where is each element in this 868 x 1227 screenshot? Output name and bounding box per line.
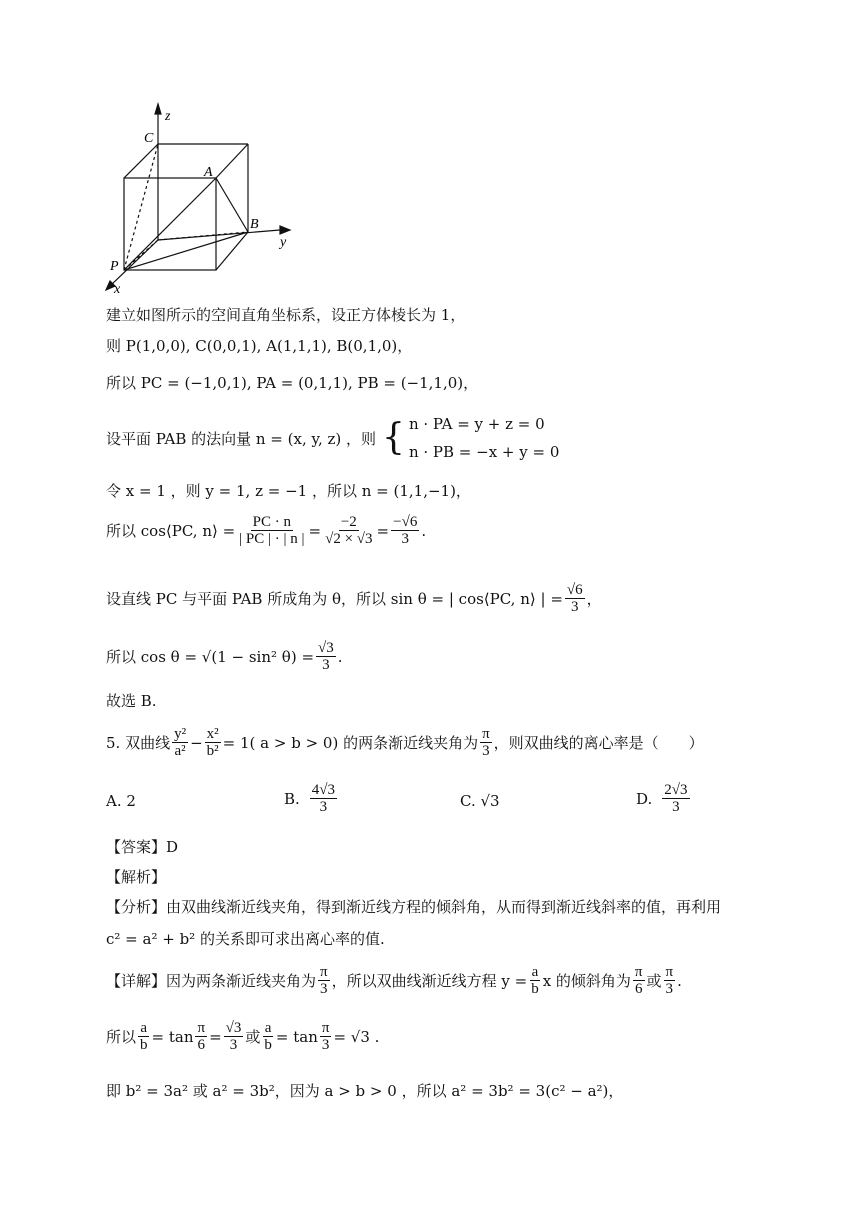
option-a: A. 2 xyxy=(106,792,136,810)
detail-line-3: 即 b² = 3a² 或 a² = 3b²，因为 a > b > 0 ，所以 a² = 3b² = 3(c² − a²)， xyxy=(106,1082,624,1100)
system-eq-2: n · PB = −x + y = 0 xyxy=(408,443,560,461)
system-eq-1: n · PA = y + z = 0 xyxy=(408,415,545,433)
detail-line-2: 所以 $\frac{a}{b}$ = tan $\frac{\pi}{6}$ = $\frac{√3}{3}$ 或 $\frac{a}{b}$ = tan $\frac{\pi}{3}$ = √3 . xyxy=(106,1020,380,1053)
fraction-3: $\frac{-√6}{3}$ xyxy=(393,514,418,547)
fraction-2: $\frac{-2}{√2 \times √3}$ xyxy=(325,514,373,547)
sin-text: 设直线 PC 与平面 PAB 所成角为 θ，所以 sin θ = | cos⟨PC, n⟩ | = xyxy=(106,590,563,608)
answer-line: 【答案】D xyxy=(106,838,179,856)
point-p-label: P xyxy=(110,259,119,274)
option-d: D. $\frac{2√3}{3}$ xyxy=(636,782,688,815)
text-line-2: 则 P(1,0,0), C(0,0,1), A(1,1,1), B(0,1,0)， xyxy=(106,337,413,355)
fraction-sin: $\frac{√6}{3}$ xyxy=(566,582,583,615)
fraction-1: $\frac{PC \cdot n}{| PC | \cdot | n |}$ xyxy=(239,514,305,547)
text-line-3: 所以 PC = (−1,0,1), PA = (0,1,1), PB = (−1,1,0)， xyxy=(106,374,479,392)
axis-z-label: z xyxy=(165,109,171,124)
analysis-text-2: c² = a² + b² 的关系即可求出离心率的值. xyxy=(106,930,385,948)
analysis-heading: 【解析】 xyxy=(106,868,167,886)
q5-frac-y: $\frac{\text{y²}}{\text{a²}}$ xyxy=(174,726,187,759)
text-line-9: 故选 B. xyxy=(106,692,157,710)
point-a-label: A xyxy=(204,165,213,180)
option-b: B. $\frac{4√3}{3}$ xyxy=(284,782,336,815)
q5-frac-x: $\frac{\text{x²}}{\text{b²}}$ xyxy=(206,726,219,759)
q5-prefix: 5. 双曲线 xyxy=(106,734,171,752)
analysis-text-1: 【分析】由双曲线渐近线夹角，得到渐近线方程的倾斜角，从而得到渐近线斜率的值，再利用 xyxy=(106,898,722,916)
cos-text: 所以 cos⟨PC, n⟩ = xyxy=(106,522,236,540)
point-b-label: B xyxy=(250,217,259,232)
axis-y-label: y xyxy=(280,235,287,250)
q5-frac-pi: $\frac{\pi}{3}$ xyxy=(482,726,490,759)
brace: { xyxy=(382,417,405,458)
text-line-7: 设直线 PC 与平面 PAB 所成角为 θ，所以 sin θ = | cos⟨PC, n⟩ | = $\frac{√6}{3}$ ， xyxy=(106,582,602,615)
text-line-8: 所以 cos θ = √(1 − sin² θ) = $\frac{√3}{3}$ . xyxy=(106,640,343,673)
fraction-cos: $\frac{√3}{3}$ xyxy=(318,640,334,673)
detail-line-1: 【详解】因为两条渐近线夹角为 $\frac{\pi}{3}$ ，所以双曲线渐近线方程 y = $\frac{a}{b}$ x 的倾斜角为 $\frac{\pi}{6}$ 或 $\frac{\pi}{3}$ . xyxy=(106,964,682,997)
option-c: C. √3 xyxy=(460,792,500,810)
question-5: 5. 双曲线 $\frac{\text{y²}}{\text{a²}}$ − $\frac{\text{x²}}{\text{b²}}$ = 1( a > b > 0) 的两条渐近线夹角为 $\frac{\pi}{3}$ ，则双曲线的离心率是（ ） xyxy=(106,726,704,759)
axis-x-label: x xyxy=(114,282,121,297)
normal-vector-text: 设平面 PAB 的法向量 n = (x, y, z) ，则 xyxy=(106,429,377,448)
q5-middle: = 1( a > b > 0) 的两条渐近线夹角为 xyxy=(222,734,479,752)
point-c-label: C xyxy=(144,131,154,146)
text-line-5: 令 x = 1 ，则 y = 1, z = −1 ，所以 n = (1,1,−1)， xyxy=(106,482,471,500)
text-line-1: 建立如图所示的空间直角坐标系，设正方体棱长为 1， xyxy=(106,306,466,324)
cos-theta-text: 所以 cos θ = √(1 − sin² θ) = xyxy=(106,648,315,666)
cube-diagram xyxy=(100,100,300,300)
text-line-4 xyxy=(106,410,559,466)
text-line-6: 所以 cos⟨PC, n⟩ = $\frac{PC \cdot n}{| PC | \cdot | n |}$ = $\frac{-2}{√2 \times √3}$ = $\frac{-√6}{3}$ . xyxy=(106,514,427,547)
q5-suffix: ，则双曲线的离心率是（ ） xyxy=(493,734,704,752)
